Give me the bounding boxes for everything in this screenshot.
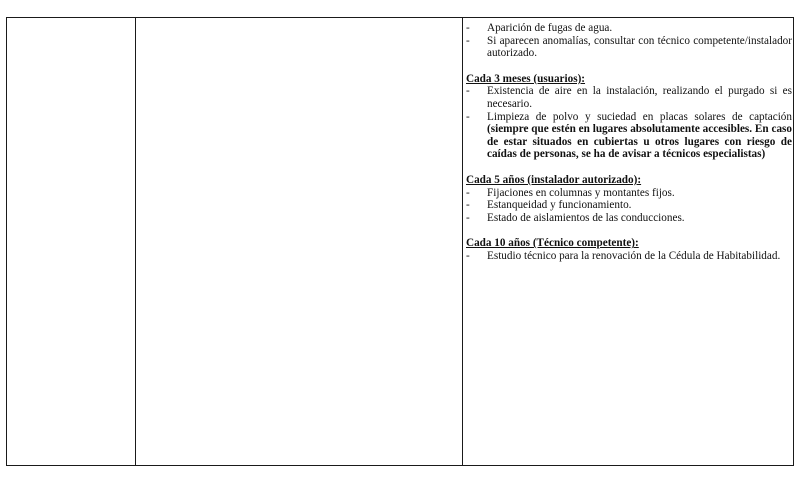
list-item (466, 250, 792, 263)
section-5-anos (466, 174, 792, 224)
section-heading: Cada 3 meses (usuarios): (466, 72, 586, 85)
table-border-right (793, 17, 794, 466)
bullet-dash: - (466, 34, 470, 47)
bullet-dash: - (466, 186, 470, 199)
list-item-text: Estudio técnico para la renovación de la Cédula de Habitabilidad. (487, 249, 781, 262)
bullet-dash: - (466, 22, 470, 34)
bullet-dash: - (466, 110, 470, 123)
list-item (466, 22, 792, 35)
table-border-top (6, 17, 794, 18)
table-border-bottom (6, 465, 794, 466)
bullet-dash: - (466, 199, 470, 212)
list-item (466, 212, 792, 225)
list-item-text: Estanqueidad y funcionamiento. (487, 199, 632, 212)
section-10-anos (466, 237, 792, 262)
list-item-text: Estado de aislamientos de las conducciones. (487, 211, 685, 224)
bullet-dash: - (466, 211, 470, 224)
table-border-left (6, 17, 7, 466)
bullet-dash: - (466, 85, 470, 98)
list-item-text: Existencia de aire en la instalación, realizando el purgado si es necesario. (487, 85, 792, 110)
list-item (466, 187, 792, 200)
table-column-divider-1 (135, 17, 136, 466)
list-item-text: Limpieza de polvo y suciedad en placas solares de captación (487, 110, 792, 123)
list-item (466, 111, 792, 161)
table-column-divider-2 (462, 17, 463, 466)
list-item-bold-text: (siempre que estén en lugares absolutamente accesibles. En caso de estar situados en cubiertas u otros lugares con riesgo de caídas de personas, se ha de avisar a técnicos especialistas) (487, 123, 792, 161)
section-heading: Cada 10 años (Técnico competente): (466, 237, 639, 250)
list-item-text: Si aparecen anomalías, consultar con técnico competente/instalador autorizado. (487, 34, 792, 60)
section-3-meses (466, 73, 792, 161)
list-item (466, 35, 792, 60)
list-item (466, 199, 792, 212)
list-item-text: Fijaciones en columnas y montantes fijos. (487, 186, 675, 199)
maintenance-text-cell (466, 22, 792, 263)
list-item-text: Aparición de fugas de agua. (487, 22, 613, 34)
section-heading: Cada 5 años (instalador autorizado): (466, 173, 642, 186)
section-initial (466, 22, 792, 60)
bullet-dash: - (466, 249, 470, 262)
list-item (466, 85, 792, 110)
